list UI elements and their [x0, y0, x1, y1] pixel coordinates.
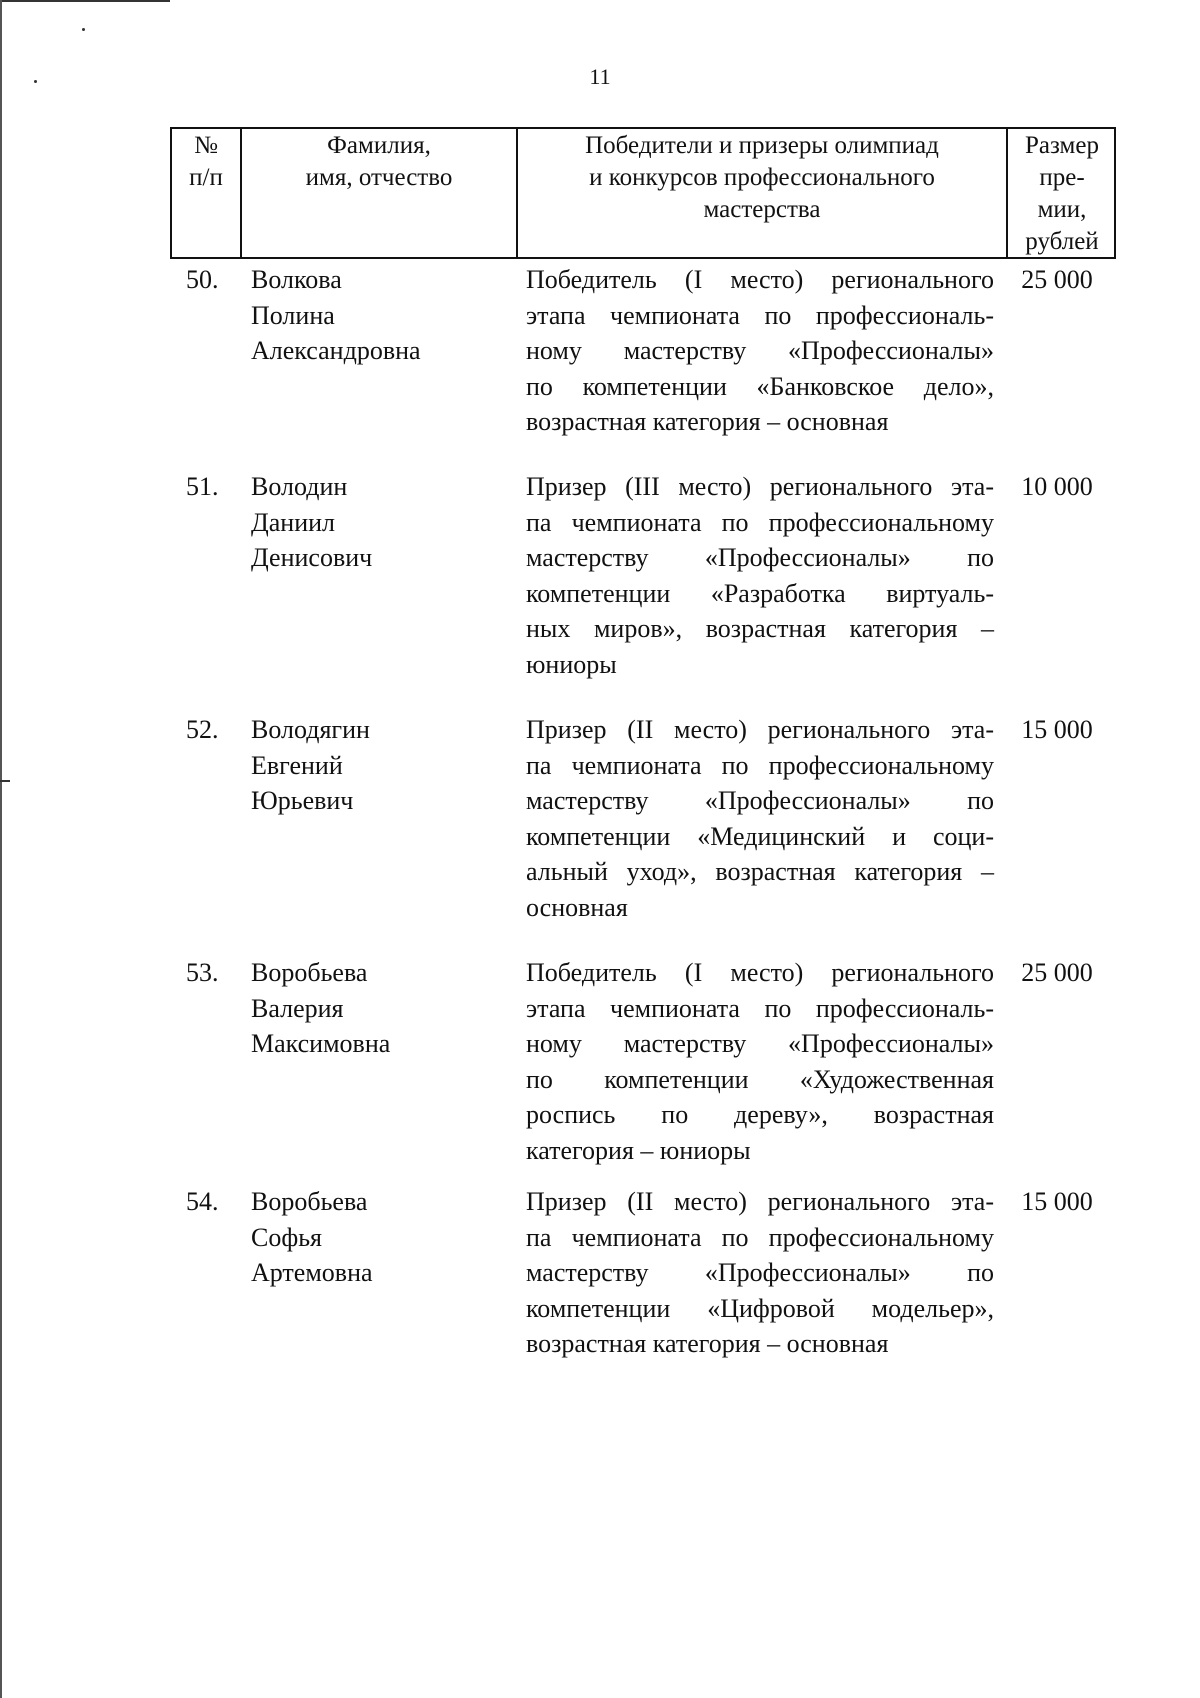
- row-number: 50.: [186, 265, 219, 294]
- prize-amount: 25 000: [1021, 958, 1093, 987]
- recipient-name: Волкова Полина Александровна: [251, 265, 421, 365]
- recipient-name: Воробьева Валерия Максимовна: [251, 958, 391, 1058]
- header-amount: Размер пре- мии, рублей: [1025, 132, 1099, 255]
- recipient-name: Воробьева Софья Артемовна: [251, 1187, 373, 1287]
- header-num: № п/п: [189, 132, 223, 191]
- prize-amount: 10 000: [1021, 472, 1093, 501]
- row-number: 54.: [186, 1187, 219, 1216]
- achievement-description: Призер (III место) регионального эта- па чемпионата по профессиональному мастерству «Профессионалы» по компетенции «Разработка виртуаль- ных миров», возрастная категория – юниоры: [526, 472, 994, 679]
- scan-artifact: [0, 780, 10, 782]
- header-name: Фамилия, имя, отчество: [305, 132, 453, 191]
- prize-amount: 15 000: [1021, 715, 1093, 744]
- row-number: 53.: [186, 958, 219, 987]
- scan-artifact: [82, 28, 85, 31]
- scan-artifact: [0, 0, 2, 1698]
- prize-amount: 15 000: [1021, 1187, 1093, 1216]
- achievement-description: Победитель (I место) регионального этапа чемпионата по профессиональ- ному мастерству «Профессионалы» по компетенции «Банковское дело», возрастная категория – основная: [526, 265, 994, 436]
- achievement-description: Победитель (I место) регионального этапа чемпионата по профессиональ- ному мастерству «Профессионалы» по компетенции «Художественная роспись по дереву», возрастная категория – юниоры: [526, 958, 994, 1165]
- table-header: [170, 127, 1116, 259]
- achievement-description: Призер (II место) регионального эта- па чемпионата по профессиональному мастерству «Профессионалы» по компетенции «Цифровой модельер», возрастная категория – основная: [526, 1187, 994, 1358]
- row-number: 51.: [186, 472, 219, 501]
- recipient-name: Володин Даниил Денисович: [251, 472, 373, 572]
- page-number: 11: [589, 64, 611, 89]
- recipient-name: Володягин Евгений Юрьевич: [251, 715, 370, 815]
- achievement-description: Призер (II место) регионального эта- па чемпионата по профессиональному мастерству «Профессионалы» по компетенции «Медицинский и соци- альный уход», возрастная категория – основная: [526, 715, 994, 922]
- row-number: 52.: [186, 715, 219, 744]
- header-description: Победители и призеры олимпиад и конкурсов профессионального мастерства: [585, 132, 939, 223]
- scan-artifact: [0, 0, 170, 2]
- prize-amount: 25 000: [1021, 265, 1093, 294]
